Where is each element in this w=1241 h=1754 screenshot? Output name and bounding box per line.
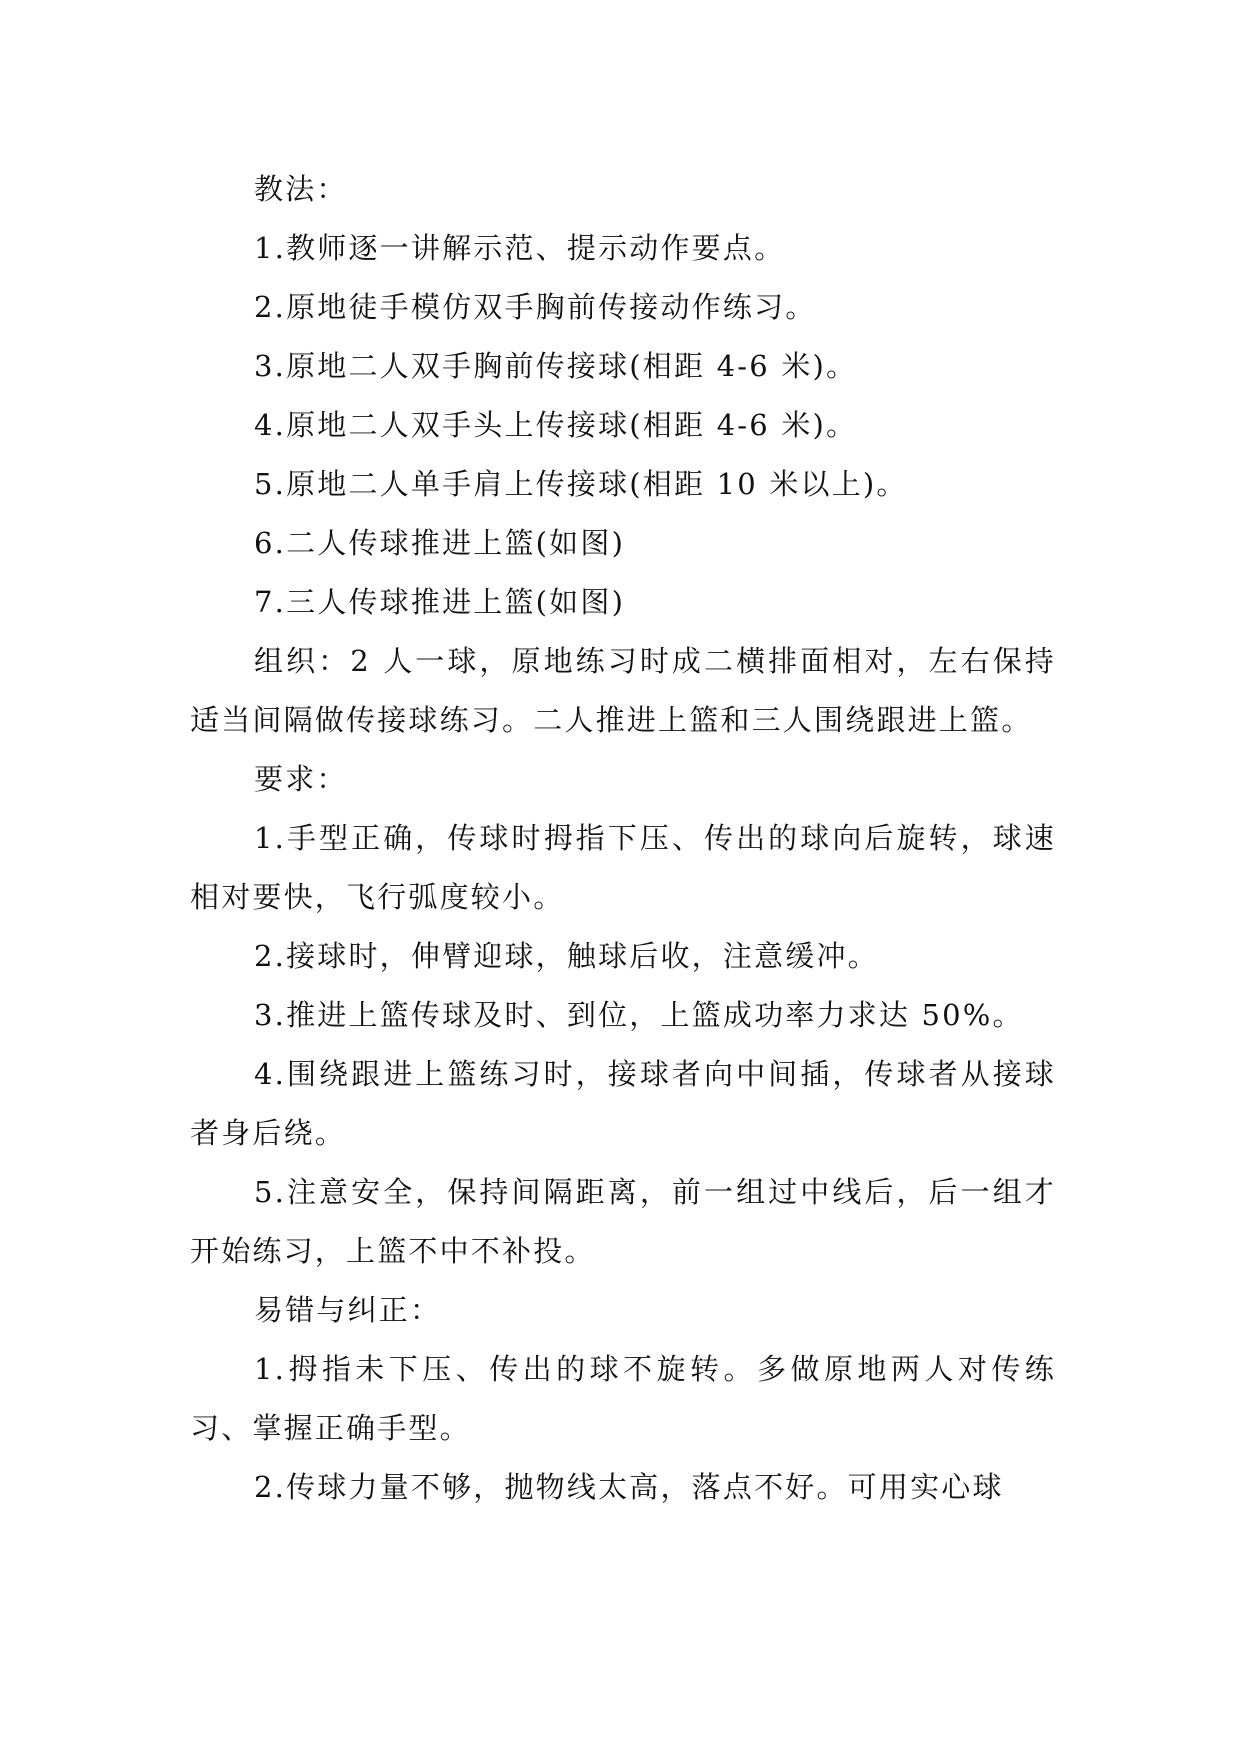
requirement-item-5: 5.注意安全，保持间隔距离，前一组过中线后，后一组才开始练习，上篮不中不补投。 bbox=[190, 1175, 1056, 1268]
method-item-3: 3.原地二人双手胸前传接球(相距 4-6 米)。 bbox=[254, 349, 858, 383]
document-body bbox=[190, 160, 1056, 1517]
method-item-2: 2.原地徒手模仿双手胸前传接动作练习。 bbox=[254, 290, 817, 324]
method-item-6: 6.二人传球推进上篮(如图) bbox=[254, 526, 626, 560]
organization-paragraph: 组织：2 人一球，原地练习时成二横排面相对，左右保持适当间隔做传接球练习。二人推进上篮和三人围绕跟进上篮。 bbox=[190, 644, 1056, 737]
heading-requirements: 要求： bbox=[254, 762, 348, 796]
method-item-4: 4.原地二人双手头上传接球(相距 4-6 米)。 bbox=[254, 408, 858, 442]
requirement-item-1: 1.手型正确，传球时拇指下压、传出的球向后旋转，球速相对要快，飞行弧度较小。 bbox=[190, 821, 1056, 914]
requirement-item-4: 4.围绕跟进上篮练习时，接球者向中间插，传球者从接球者身后绕。 bbox=[190, 1057, 1056, 1150]
error-item-1: 1.拇指未下压、传出的球不旋转。多做原地两人对传练习、掌握正确手型。 bbox=[190, 1352, 1056, 1445]
method-item-7: 7.三人传球推进上篮(如图) bbox=[254, 585, 626, 619]
heading-teaching-method: 教法： bbox=[254, 172, 348, 206]
method-item-1: 1.教师逐一讲解示范、提示动作要点。 bbox=[254, 231, 786, 265]
heading-errors-correction: 易错与纠正： bbox=[254, 1293, 442, 1327]
requirement-item-3: 3.推进上篮传球及时、到位，上篮成功率力求达 50%。 bbox=[254, 998, 1024, 1032]
method-item-5: 5.原地二人单手肩上传接球(相距 10 米以上)。 bbox=[254, 467, 908, 501]
requirement-item-2: 2.接球时，伸臂迎球，触球后收，注意缓冲。 bbox=[254, 939, 879, 973]
error-item-2: 2.传球力量不够，抛物线太高，落点不好。可用实心球 bbox=[254, 1470, 1004, 1504]
